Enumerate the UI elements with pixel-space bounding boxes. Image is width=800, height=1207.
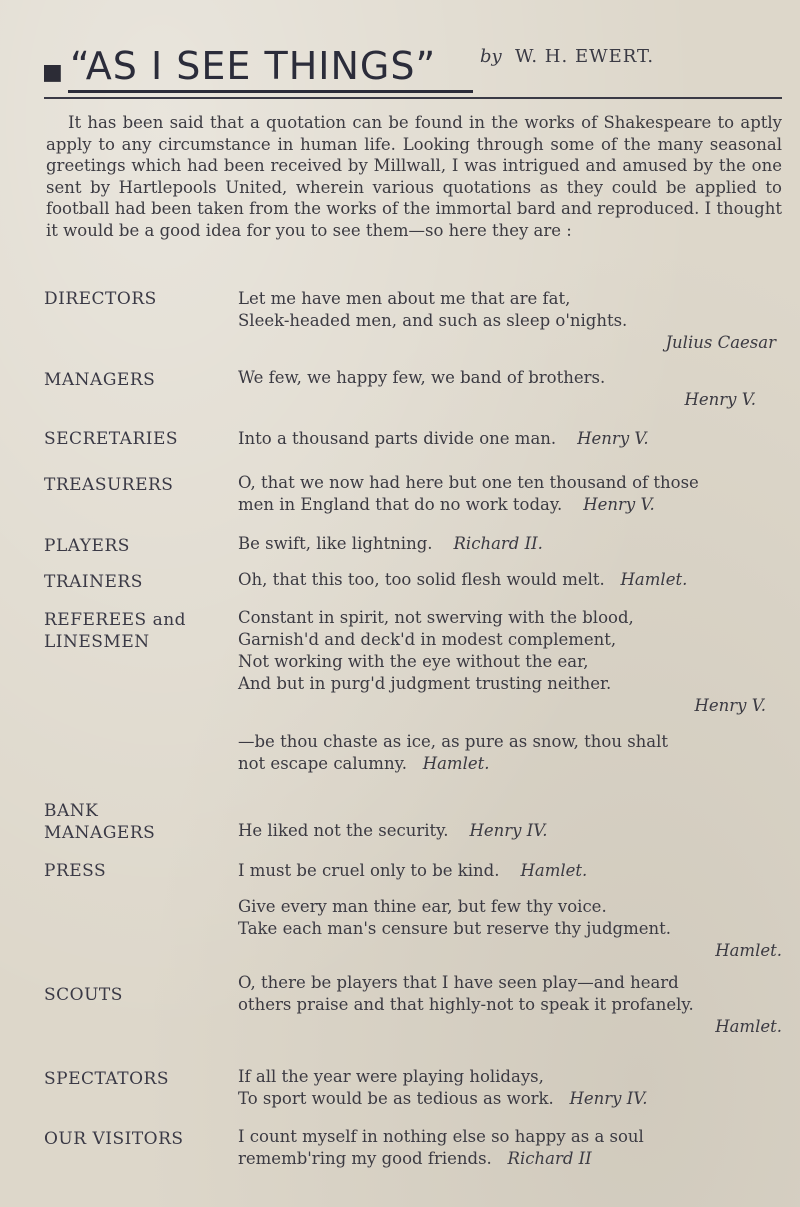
quote-line: O, there be players that I have seen play—and heard	[238, 973, 679, 992]
quote-line: O, that we now had here but one ten thousand of those	[238, 473, 699, 492]
role-label: DIRECTORS	[44, 289, 157, 309]
role-label: SPECTATORS	[44, 1069, 169, 1089]
header-divider	[44, 97, 782, 99]
quote-source: Henry V.	[694, 696, 766, 715]
quote-line: Sleek-headed men, and such as sleep o'nights.	[238, 311, 628, 330]
author-name: W. H. EWERT.	[515, 46, 655, 67]
quote-text	[238, 820, 786, 842]
role-label: OUR VISITORS	[44, 1129, 184, 1149]
quote-source: Hamlet.	[715, 941, 782, 960]
role-label-line: LINESMEN	[44, 632, 150, 652]
quote-text	[238, 472, 786, 516]
quote-line: If all the year were playing holidays,	[238, 1067, 544, 1086]
role-label-line: BANK	[44, 801, 99, 821]
quote-source: Richard II	[507, 1149, 592, 1168]
quote-line: —be thou chaste as ice, as pure as snow, thou shalt	[238, 732, 669, 751]
role-label	[44, 800, 234, 844]
role-label: TREASURERS	[44, 475, 174, 495]
quote-source: Hamlet.	[422, 754, 490, 773]
quote-source: Hamlet.	[520, 861, 588, 880]
role-label	[44, 609, 234, 653]
role-label: PLAYERS	[44, 536, 130, 556]
quote-line-text: men in England that do no work today.	[238, 495, 563, 514]
quote-line	[238, 820, 786, 842]
quote-source: Julius Caesar	[665, 333, 776, 352]
quote-line	[238, 753, 786, 775]
role-label: PRESS	[44, 861, 107, 881]
quote-line-text: Oh, that this too, too solid flesh would melt.	[238, 570, 605, 589]
quote-line: Let me have men about me that are fat,	[238, 289, 571, 308]
quote-line	[238, 569, 786, 591]
quote-line: Give every man thine ear, but few thy voice.	[238, 897, 607, 916]
quote-line	[238, 428, 786, 450]
quote-line: Take each man's censure but reserve thy judgment.	[238, 919, 672, 938]
byline-prefix: by	[480, 46, 502, 67]
quote-text	[238, 428, 786, 450]
quote-source: Henry V.	[583, 495, 655, 514]
quote-line	[238, 860, 786, 882]
quote-line-text: I must be cruel only to be kind.	[238, 861, 500, 880]
quote-line: We few, we happy few, we band of brothers.	[238, 368, 606, 387]
quote-line	[238, 1148, 786, 1170]
quote-source: Henry V.	[684, 390, 756, 409]
quote-source: Richard II.	[453, 534, 543, 553]
article-header	[40, 40, 780, 100]
article-title: “AS I SEE THINGS”	[70, 44, 437, 88]
title-underline	[68, 90, 473, 93]
role-label: SCOUTS	[44, 985, 123, 1005]
quote-line-text: Into a thousand parts divide one man.	[238, 429, 557, 448]
quote-line-text: To sport would be as tedious as work.	[238, 1089, 554, 1108]
quote-source: Hamlet.	[715, 1017, 782, 1036]
quote-line-text: He liked not the security.	[238, 821, 449, 840]
role-label: MANAGERS	[44, 370, 156, 390]
role-label-line: MANAGERS	[44, 823, 156, 843]
quote-text	[238, 972, 786, 1038]
role-label: SECRETARIES	[44, 429, 179, 449]
quote-line: Constant in spirit, not swerving with the blood,	[238, 608, 634, 627]
quote-text	[238, 607, 786, 775]
quote-line: I count myself in nothing else so happy as a soul	[238, 1127, 644, 1146]
quote-text	[238, 1126, 786, 1170]
quote-text	[238, 569, 786, 591]
quote-text	[238, 288, 786, 354]
quote-line: Garnish'd and deck'd in modest complement,	[238, 630, 617, 649]
quote-text	[238, 1066, 786, 1110]
intro-paragraph	[46, 112, 782, 241]
quote-line: And but in purg'd judgment trusting neither.	[238, 674, 612, 693]
quote-text	[238, 860, 786, 962]
quote-source: Henry IV.	[569, 1089, 648, 1108]
quote-text	[238, 367, 786, 411]
quote-line-text: not escape calumny.	[238, 754, 407, 773]
quote-source: Hamlet.	[620, 570, 688, 589]
quote-line: Not working with the eye without the ear,	[238, 652, 589, 671]
quote-line	[238, 1088, 786, 1110]
quote-line	[238, 494, 786, 516]
intro-text: It has been said that a quotation can be found in the works of Shakespeare to aptly apply to any circumstance in human life. Looking through some of the many seasonal greetings which had been received by Millwall, I was intrigued and amused by the one sent by Hartlepools United, wherein various quotations as they could be applied to football had been taken from the works of the immortal bard and reproduced. I thought it would be a good idea for you to see them—so here they are :	[46, 113, 782, 240]
quote-line-text: rememb'ring my good friends.	[238, 1149, 492, 1168]
role-label-line: REFEREES and	[44, 610, 187, 630]
quote-text	[238, 533, 786, 555]
quote-line: others praise and that highly-not to speak it profanely.	[238, 995, 694, 1014]
quote-line-text: Be swift, like lightning.	[238, 534, 433, 553]
bullet-icon: ■	[42, 60, 63, 85]
quote-source: Henry IV.	[469, 821, 548, 840]
quote-line	[238, 533, 786, 555]
role-label: TRAINERS	[44, 572, 143, 592]
quote-source: Henry V.	[577, 429, 649, 448]
